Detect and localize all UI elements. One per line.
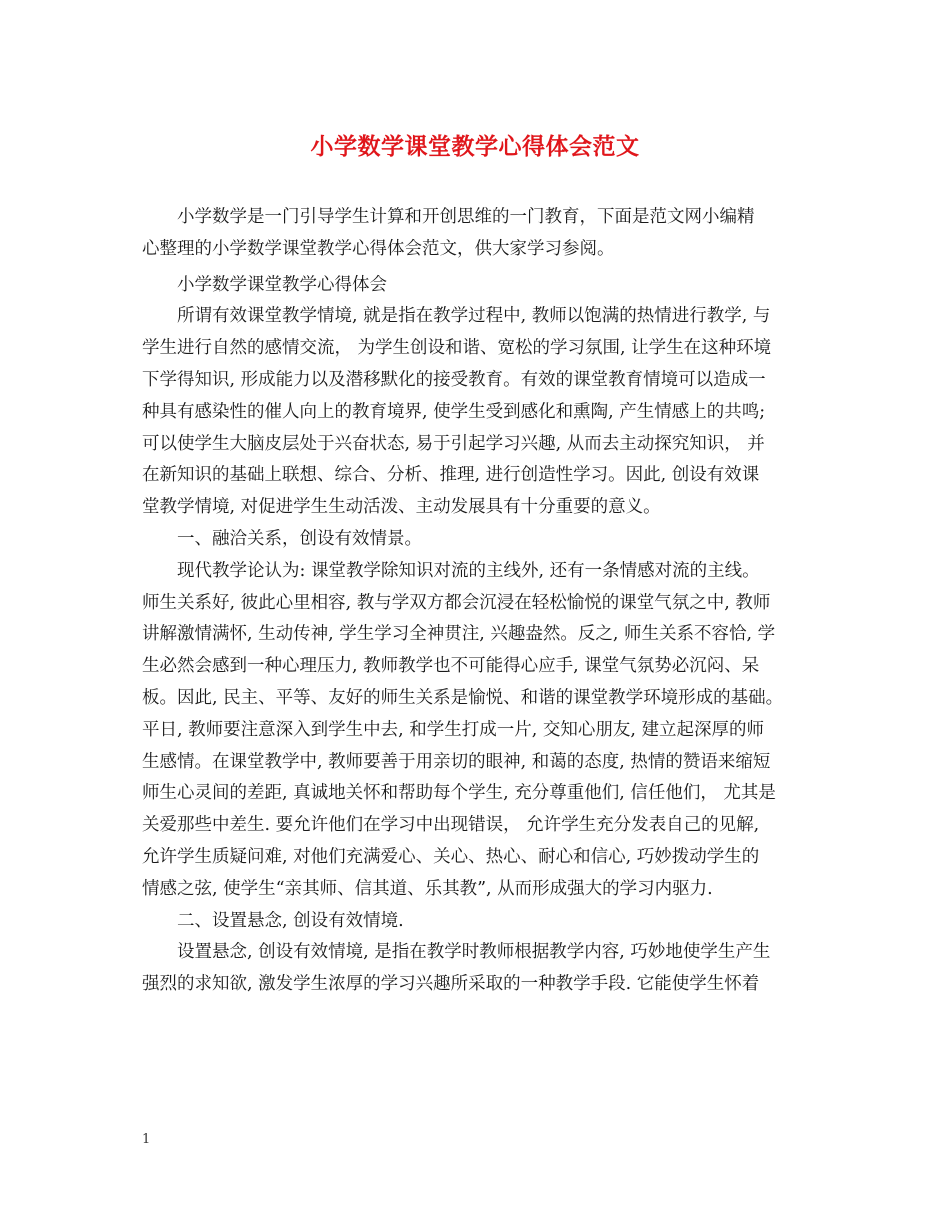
text-line: 堂教学情境, 对促进学生生动活泼、主动发展具有十分重要的意义。 bbox=[142, 497, 661, 518]
text-line: 讲解激情满怀, 生动传神, 学生学习全神贯注, 兴趣盎然。反之, 师生关系不容恰, 学 bbox=[142, 624, 776, 645]
text-line: 师生心灵间的差距, 真诚地关怀和帮助每个学生, 充分尊重他们, 信任他们， 尤其是 bbox=[142, 783, 776, 804]
document-body bbox=[142, 202, 810, 1001]
paragraph-h1 bbox=[142, 524, 810, 556]
text-line: 强烈的求知欲, 激发学生浓厚的学习兴趣所采取的一种教学手段. 它能使学生怀着 bbox=[142, 974, 760, 995]
text-line: 允许学生质疑问难, 对他们充满爱心、关心、热心、耐心和信心, 巧妙拨动学生的 bbox=[142, 846, 760, 867]
paragraph-intro bbox=[142, 202, 810, 266]
document-title: 小学数学课堂教学心得体会范文 bbox=[310, 133, 640, 160]
text-line: 平日, 教师要注意深入到学生中去, 和学生打成一片, 交知心朋友, 建立起深厚的师 bbox=[142, 719, 764, 740]
text-line: 生必然会感到一种心理压力, 教师教学也不可能得心应手, 课堂气氛势必沉闷、呆 bbox=[142, 656, 760, 677]
text-line: 情感之弦, 使学生“亲其师、信其道、乐其教”, 从而形成强大的学习内驱力. bbox=[142, 878, 713, 899]
text-line: 师生关系好, 彼此心里相容, 教与学双方都会沉浸在轻松愉悦的课堂气氛之中, 教师 bbox=[142, 592, 771, 613]
paragraph-p3 bbox=[142, 937, 810, 1001]
text-line: 二、设置悬念, 创设有效情境. bbox=[177, 910, 404, 931]
text-line: 小学数学是一门引导学生计算和开创思维的一门教育，下面是范文网小编精 bbox=[177, 207, 755, 227]
text-line: 种具有感染性的催人向上的教育境界, 使学生受到感化和熏陶, 产生情感上的共鸣; bbox=[142, 401, 766, 422]
text-line: 板。因此, 民主、平等、友好的师生关系是愉悦、和谐的课堂教学环境形成的基础。 bbox=[142, 687, 784, 708]
text-line: 关爱那些中差生. 要允许他们在学习中出现错误， 允许学生充分发表自己的见解, bbox=[142, 815, 760, 836]
page-number: 1 bbox=[142, 1132, 151, 1147]
text-line: 学生进行自然的感情交流， 为学生创设和谐、宽松的学习氛围, 让学生在这种环境 bbox=[142, 338, 772, 359]
paragraph-h2 bbox=[142, 906, 810, 938]
text-line: 设置悬念, 创设有效情境, 是指在教学时教师根据教学内容, 巧妙地使学生产生 bbox=[177, 942, 771, 963]
text-line: 心整理的小学数学课堂教学心得体会范文，供大家学习参阅。 bbox=[142, 238, 615, 259]
text-line: 一、融洽关系，创设有效情景。 bbox=[177, 528, 422, 549]
text-line: 下学得知识, 形成能力以及潜移默化的接受教育。有效的课堂教育情境可以造成一 bbox=[142, 369, 766, 390]
text-line: 在新知识的基础上联想、综合、分析、推理, 进行创造性学习。因此, 创设有效课 bbox=[142, 465, 760, 486]
text-line: 小学数学课堂教学心得体会 bbox=[177, 274, 387, 295]
text-line: 可以使学生大脑皮层处于兴奋状态, 易于引起学习兴趣, 从而去主动探究知识， 并 bbox=[142, 433, 765, 454]
paragraph-p2 bbox=[142, 556, 810, 906]
paragraph-subtitle bbox=[142, 270, 810, 302]
text-line: 现代教学论认为: 课堂教学除知识对流的主线外, 还有一条情感对流的主线。 bbox=[177, 560, 760, 581]
text-line: 所谓有效课堂教学情境, 就是指在教学过程中, 教师以饱满的热情进行教学, 与 bbox=[177, 306, 771, 327]
text-line: 生感情。在课堂教学中, 教师要善于用亲切的眼神, 和蔼的态度, 热情的赞语来缩短 bbox=[142, 751, 771, 772]
paragraph-p1 bbox=[142, 301, 810, 524]
